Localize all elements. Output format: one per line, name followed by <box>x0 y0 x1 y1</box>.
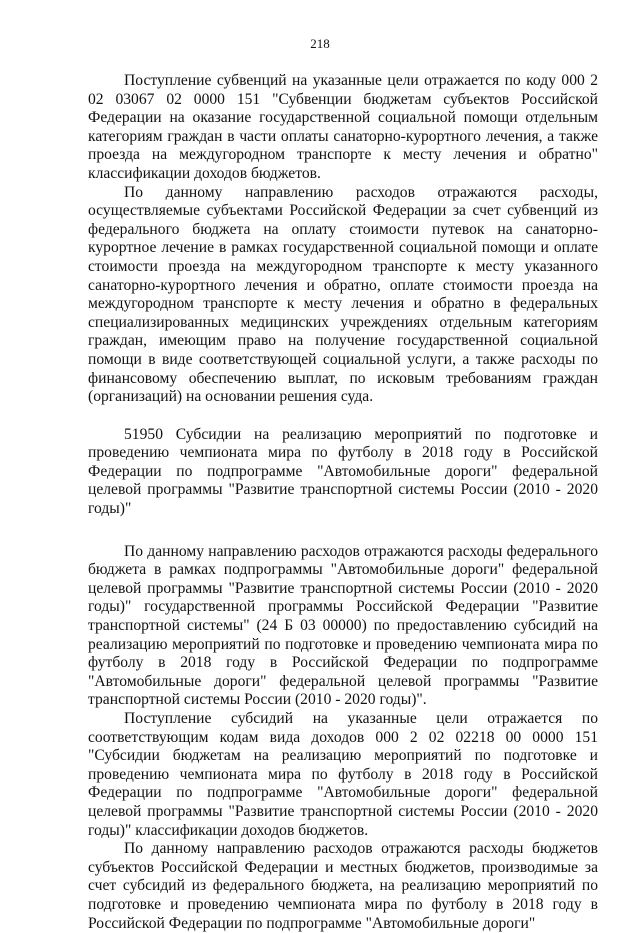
page-number: 218 <box>310 36 330 51</box>
paragraph-federal-expenses: По данному направлению расходов отражаются расходы федерального бюджета в рамках подпрограммы "Автомобильные дороги" федеральной целевой программы "Развитие транспортной системы России (2010 - 2020 годы)" государственной программы Российской Федерации "Развитие транспортной системы" (24 Б 03 00000) по предоставлению субсидий на реализацию мероприятий по подготовке и проведению чемпионата мира по футболу в 2018 году в Российской Федерации по подпрограмме "Автомобильные дороги" федеральной целевой программы "Развитие транспортной системы России (2010 - 2020 годы)". <box>88 542 598 709</box>
paragraph-regional-expenses: По данному направлению расходов отражаются расходы бюджетов субъектов Российской Федерации и местных бюджетов, производимые за счет субсидий из федерального бюджета, на реализацию мероприятий по подготовке и проведению чемпионата мира по футболу в 2018 году в Российской Федерации по подпрограмме "Автомобильные дороги" <box>88 840 598 932</box>
paragraph-subvention-receipt: Поступление субвенций на указанные цели отражается по коду 000 2 02 03067 02 0000 151 "Субвенции бюджетам субъектов Российской Федерации на оказание государственной социальной помощи отдельным категориям граждан в части оплаты санаторно-курортного лечения, а также проезда на междугородном транспорте к месту лечения и обратно" классификации доходов бюджетов. <box>88 72 598 182</box>
section-spacer <box>88 407 598 426</box>
section-heading-51950: 51950 Субсидии на реализацию мероприятий по подготовке и проведению чемпионата мира по футболу в 2018 году в Российской Федерации по подпрограмме "Автомобильные дороги" федеральной целевой программы "Развитие транспортной системы России (2010 - 2020 годы)" <box>88 425 598 518</box>
section-spacer <box>88 519 598 543</box>
paragraph-subsidy-receipt: Поступление субсидий на указанные цели отражается по соответствующим кодам вида доходов 000 2 02 02218 00 0000 151 "Субсидии бюджетам на реализацию мероприятий по подготовке и проведению чемпионата мира по футболу в 2018 году в Российской Федерации по подпрограмме "Автомобильные дороги" федеральной целевой программы "Развитие транспортной системы России (2010 - 2020 годы)" классификации доходов бюджетов. <box>88 710 598 839</box>
paragraph-expenses-description: По данному направлению расходов отражаются расходы, осуществляемые субъектами Российской Федерации за счет субвенций из федерального бюджета на оплату стоимости путевок на санаторно-курортное лечение в рамках государственной социальной помощи и оплате стоимости проезда на междугородном транспорте к месту указанного санаторно-курортного лечения и обратно, оплате стоимости проезда на междугородном транспорте к месту лечения и обратно в федеральных специализированных медицинских учреждениях отдельным категориям граждан, имеющим право на получение государственной социальной помощи в виде соответствующей социальной услуги, а также расходы по финансовому обеспечению выплат, по исковым требованиям граждан (организаций) на основании решения суда. <box>88 183 598 406</box>
document-body <box>88 72 598 933</box>
